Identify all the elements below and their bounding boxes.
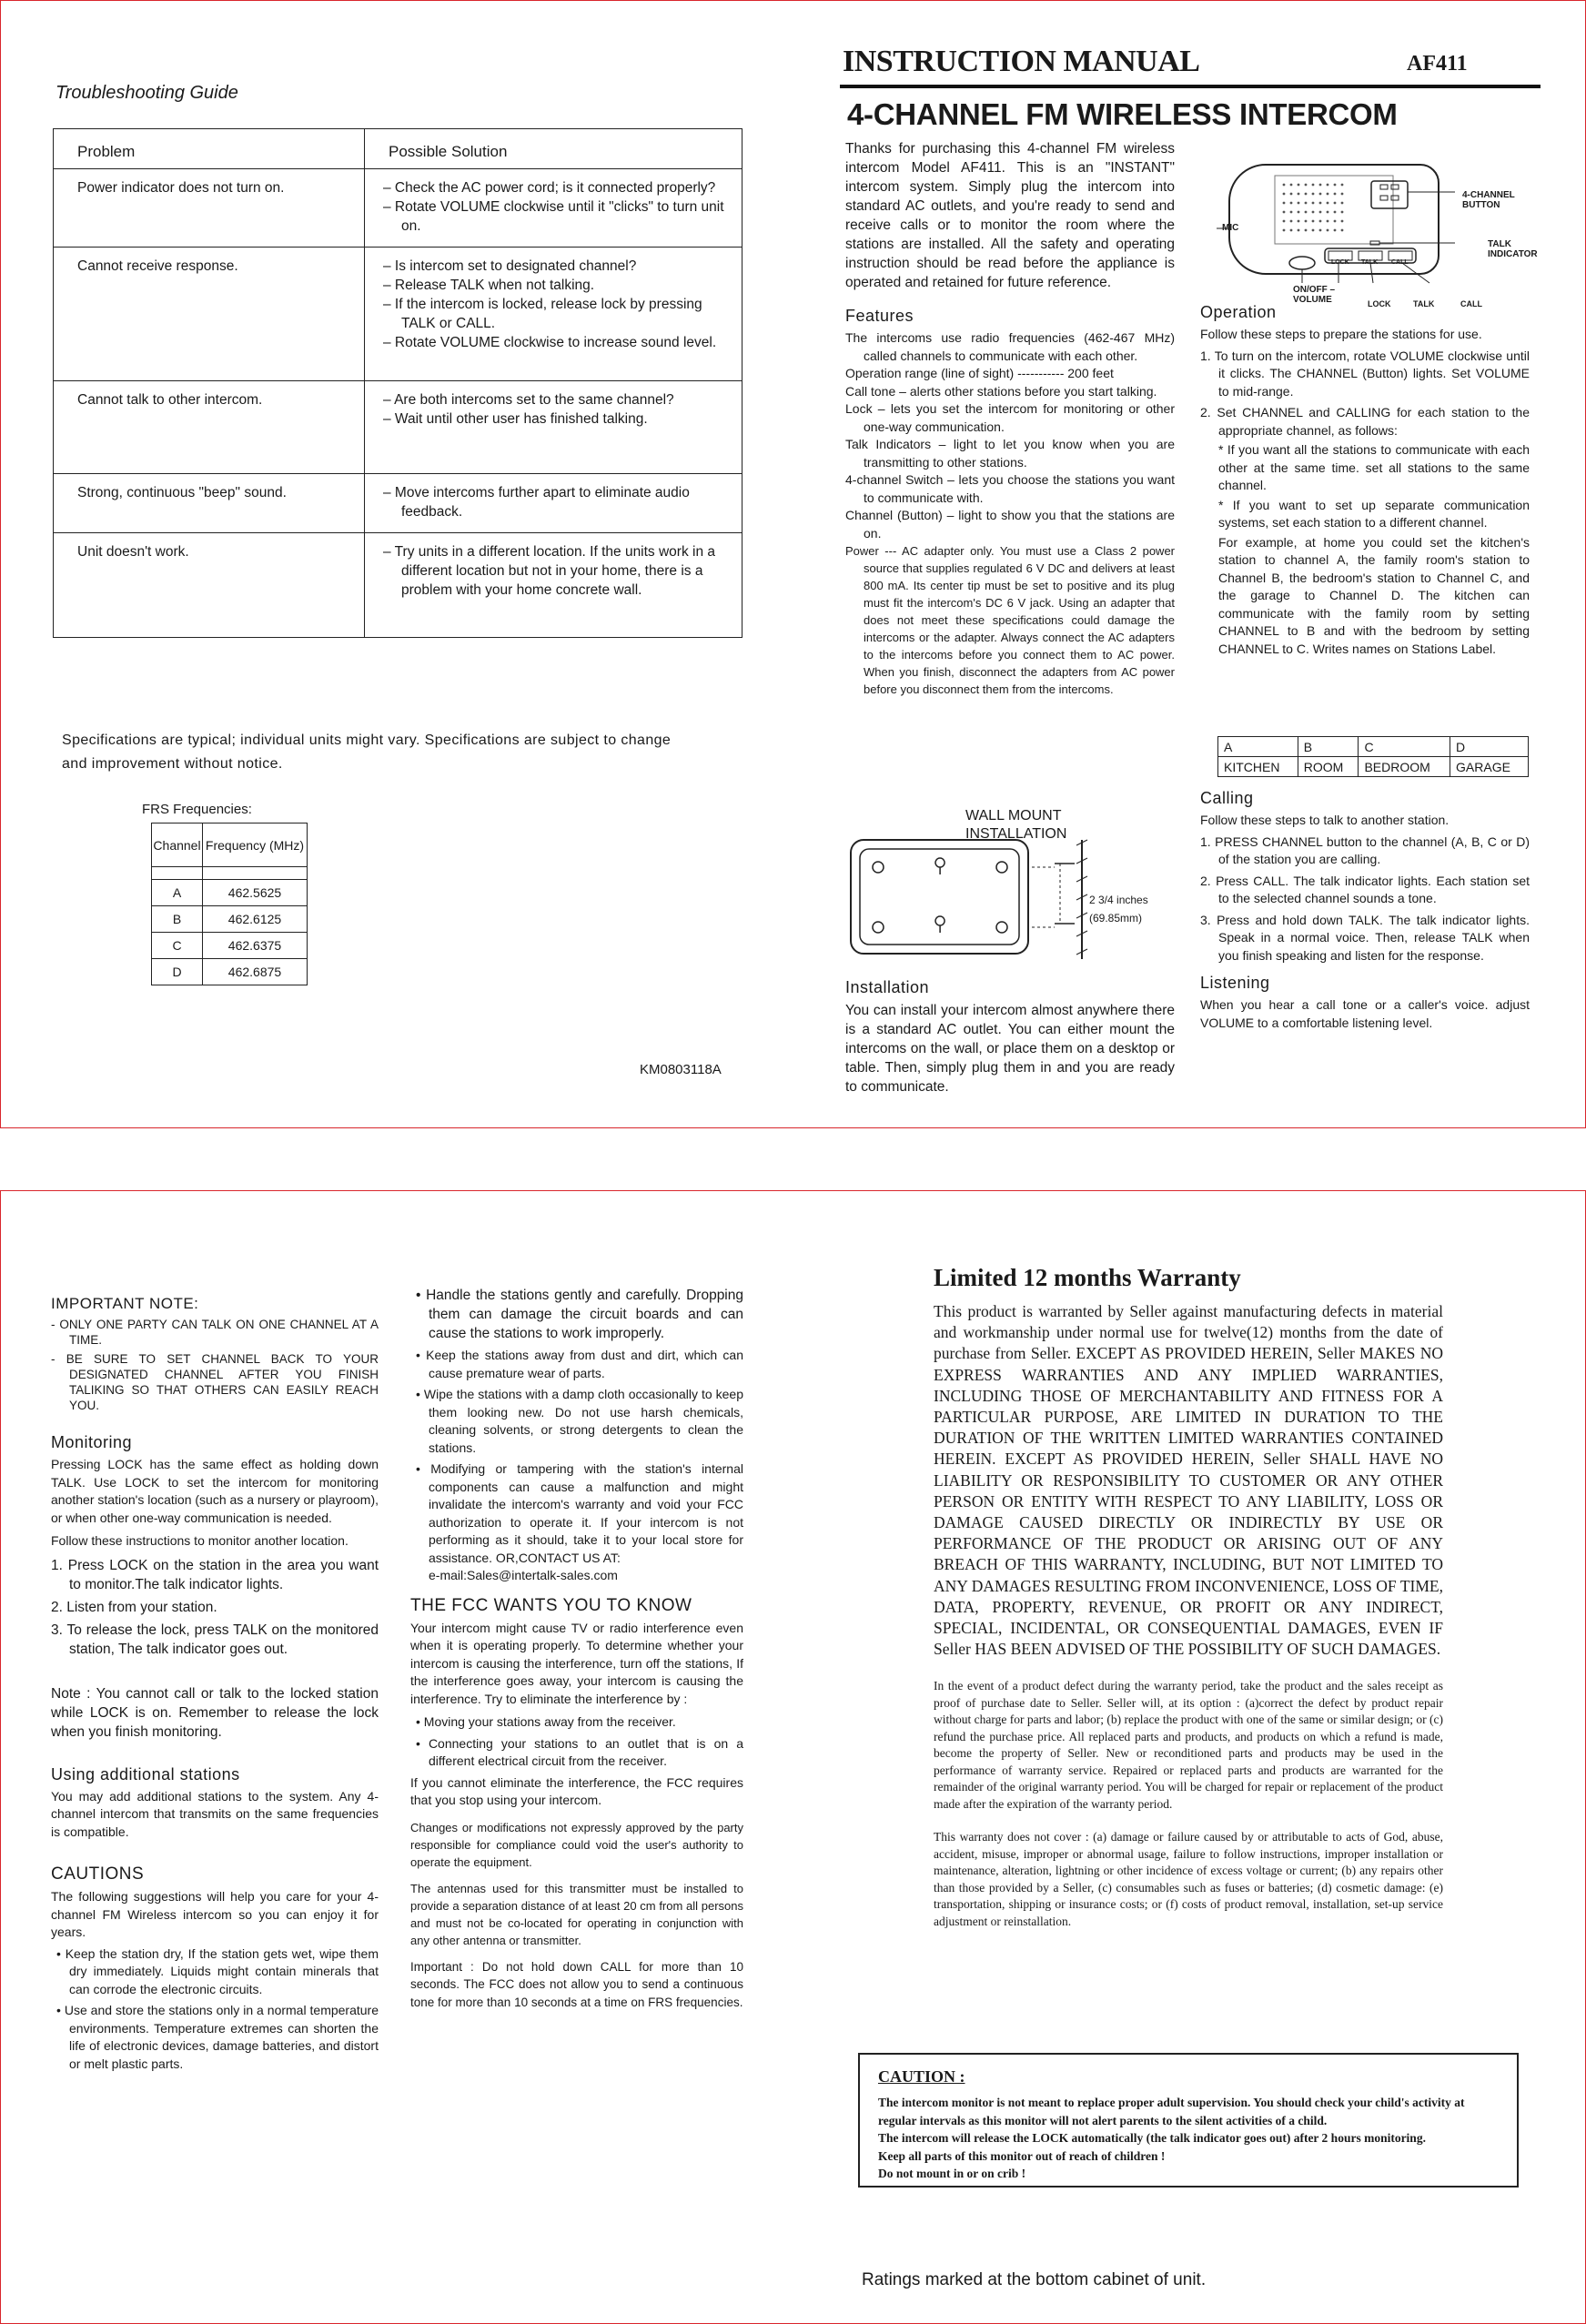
fcc-followup: If you cannot eliminate the interference, the FCC requires that you stop using your intercom. <box>410 1774 743 1807</box>
label-lock-button: LOCK <box>1331 259 1349 266</box>
calling-step: 1. PRESS CHANNEL button to the channel (A, B, C or D) of the station you are calling. <box>1200 834 1530 866</box>
model-code: KM0803118A <box>640 1062 722 1077</box>
care-item: • Handle the stations gently and carefully. Dropping them can damage the circuit boards and can cause the stations to work improperly. <box>416 1288 743 1341</box>
station-name: KITCHEN <box>1218 757 1298 777</box>
label-call-button: CALL <box>1391 259 1409 266</box>
listening-text: When you hear a call tone or a caller's voice. adjust VOLUME to a comfortable listening level. <box>1200 997 1530 1030</box>
caution-item: • Keep the station dry, If the station gets wet, wipe them dry immediately. Liquids might contain minerals that can corrode the electronic circuits. <box>56 1945 379 1996</box>
care-item: • Modifying or tampering with the station's internal components can cause a malfunction and might invalidate the intercom's warranty and void your FCC authorization to operate it. If your intercom is not performing as it should, take it to your local store for assistance. OR,CONTACT US AT: <box>416 1461 743 1565</box>
wall-mount-label: WALL MOUNT INSTALLATION <box>965 808 1067 842</box>
operation-step: 2. Set CHANNEL and CALLING for each station to the appropriate channel, as follows: <box>1200 405 1530 438</box>
troubleshooting-title: Troubleshooting Guide <box>56 83 238 103</box>
bottom-page <box>0 1190 1586 2324</box>
operation-heading: Operation <box>1200 303 1277 321</box>
caution-line: The intercom monitor is not meant to replace proper adult supervision. You should check your child's activity at regular intervals as this monitor will not alert parents to the silent activities of a child. <box>878 2096 1465 2127</box>
fcc-item: • Connecting your stations to an outlet that is on a different electrical circuit from the receiver. <box>416 1735 743 1768</box>
feature-item: 4-channel Switch – lets you choose the stations you want to communicate with. <box>845 472 1175 505</box>
important-item: - ONLY ONE PARTY CAN TALK ON ONE CHANNEL AT A TIME. <box>51 1318 379 1347</box>
top-page <box>0 0 1586 1128</box>
station-name: ROOM <box>1298 757 1359 777</box>
station-name: BEDROOM <box>1359 757 1450 777</box>
solution-cell <box>365 474 742 533</box>
additional-text: You may add additional stations to the system. Any 4-channel intercom that transmits on the same frequencies is compatible. <box>51 1788 379 1839</box>
solution-line: – If the intercom is locked, release lock by pressing TALK or CALL. <box>383 297 702 331</box>
solution-cell <box>365 169 742 248</box>
frs-frequency: 462.6375 <box>203 933 308 959</box>
frs-title: FRS Frequencies: <box>142 802 252 817</box>
fcc-item: • Moving your stations away from the receiver. <box>416 1714 676 1729</box>
caution-heading: CAUTION : <box>878 2067 965 2086</box>
monitoring-text: Pressing LOCK has the same effect as holding down TALK. Use LOCK to set the intercom for monitoring another station's location (such as a nursery or playroom), or when other one-way communication is needed. <box>51 1457 379 1525</box>
table-row <box>152 933 308 959</box>
monitoring-step: 2. Listen from your station. <box>51 1599 217 1615</box>
spec-note: Specifications are typical; individual units might vary. Specifications are subject to change and improvement without notice. <box>62 733 672 772</box>
station-channel: B <box>1298 737 1359 757</box>
manual-title: INSTRUCTION MANUAL <box>843 45 1200 78</box>
calling-intro: Follow these steps to talk to another station. <box>1200 813 1450 827</box>
calling-step: 2. Press CALL. The talk indicator lights. Each station set to the selected channel sounds a tone. <box>1200 873 1530 905</box>
solution-cell <box>365 533 742 638</box>
station-label-table <box>1217 736 1529 777</box>
contact-email[interactable]: e-mail:Sales@intertalk-sales.com <box>429 1568 618 1582</box>
frs-frequency: 462.5625 <box>203 880 308 906</box>
table-row <box>54 533 742 638</box>
important-heading: IMPORTANT NOTE: <box>51 1295 199 1312</box>
warranty-paragraph: This product is warranted by Seller against manufacturing defects in material and workmanship under normal use for twelve(12) months from the date of purchase from Seller. EXCEPT AS PROVIDED HEREIN, Seller MAKES NO EXPRESS WARRANTIES AND ANY IMPLIED WARRANTIES, INCLUDING THOSE OF MERCHANTABILITY AND FITNESS FOR A PARTICULAR PURPOSE, ARE LIMITED IN DURATION TO THE DURATION OF THE WRITTEN LIMITED WARRANTIES CONTAINED HEREIN. EXCEPT AS PROVIDED HEREIN, Seller SHALL HAVE NO LIABILITY OR RESPONSIBILITY TO CUSTOMER OR ANY OTHER PERSON OR ENTITY WITH RESPECT TO ANY LIABILITY, LOSS OR DAMAGE CAUSED DIRECTLY OR INDIRECTLY BY USE OR PERFORMANCE OF THE PRODUCT OR ARISING OUT OF ANY BREACH OF THIS WARRANTY, INCLUDING, BUT NOT LIMITED TO ANY DAMAGES RESULTING FROM INCONVENIENCE, LOSS OF TIME, DATA, PROPERTY, REVENUE, OR PROFIT OR ANY INDIRECT, SPECIAL, INCIDENTAL, OR CONSEQUENTIAL DAMAGES, EVEN IF Seller HAS BEEN ADVISED OF THE POSSIBILITY OF SUCH DAMAGES. <box>934 1302 1443 1659</box>
feature-item: Channel (Button) – light to show you that the stations are on. <box>845 508 1175 541</box>
caution-line: The intercom will release the LOCK automatically (the talk indicator goes out) after 2 hours monitoring. <box>878 2131 1426 2145</box>
frs-channel: A <box>152 880 203 906</box>
feature-item: The intercoms use radio frequencies (462-467 MHz) called channels to communicate with each other. <box>845 330 1175 363</box>
feature-item: Power --- AC adapter only. You must use a Class 2 power source that supplies regulated 6 V DC and delivers at least 800 mA. Its center tip must be set to positive and its plug must fit the intercom's DC 6 V jack. Using an adapter that does not meet these specifications could damage the intercoms or the adapter. Always connect the AC adapters to the intercoms before you connect them to AC power. When you finish, disconnect the adapters from AC power before you disconnect them from the intercoms. <box>845 544 1175 696</box>
problem-cell: Power indicator does not turn on. <box>54 169 365 248</box>
table-row <box>152 959 308 985</box>
operation-note: * If you want all the stations to communicate with each other at the same time. set all stations to the same channel. <box>1218 442 1530 492</box>
solution-line: – Rotate VOLUME clockwise to increase sound level. <box>383 335 717 350</box>
label-talk-button: TALK <box>1361 259 1379 266</box>
frs-frequency: 462.6875 <box>203 959 308 985</box>
ratings-note: Ratings marked at the bottom cabinet of unit. <box>862 2270 1207 2289</box>
wall-mount-diagram <box>847 836 1120 964</box>
table-header-solution: Possible Solution <box>365 129 742 169</box>
table-row <box>152 880 308 906</box>
monitoring-heading: Monitoring <box>51 1433 133 1451</box>
solution-cell <box>365 381 742 474</box>
calling-heading: Calling <box>1200 789 1254 807</box>
label-talk-indicator: TALK INDICATOR <box>1488 239 1538 259</box>
label-on-off-volume: ON/OFF – VOLUME <box>1293 285 1336 305</box>
fcc-text: Your intercom might cause TV or radio interference even when it is operating properly. To determine whether your intercom is causing the interference, turn off the stations, If the interference goes away, your intercom is causing the interference. Try to eliminate the interference by : <box>410 1620 743 1706</box>
solution-line: – Are both intercoms set to the same channel? <box>383 392 674 408</box>
table-row <box>152 906 308 933</box>
solution-line: – Rotate VOLUME clockwise until it "clicks" to turn unit on. <box>383 199 724 234</box>
feature-item: Lock – lets you set the intercom for monitoring or other one-way communication. <box>845 401 1175 434</box>
fcc-antenna: The antennas used for this transmitter must be installed to provide a separation distance of at least 20 cm from all persons and must not be co-located for operating in conjunction with any other antenna or transmitter. <box>410 1881 743 1947</box>
label-mic: MIC <box>1222 223 1239 233</box>
caution-line: Keep all parts of this monitor out of reach of children ! <box>878 2148 1166 2163</box>
cautions-heading: CAUTIONS <box>51 1864 145 1884</box>
table-row <box>54 169 742 248</box>
solution-line: – Release TALK when not talking. <box>383 278 595 293</box>
additional-heading: Using additional stations <box>51 1764 240 1783</box>
operation-intro: Follow these steps to prepare the stations for use. <box>1200 327 1482 341</box>
label-channel-button: 4-CHANNEL BUTTON <box>1462 190 1515 210</box>
listening-heading: Listening <box>1200 974 1270 992</box>
intercom-device-diagram <box>1211 156 1502 310</box>
important-item: - BE SURE TO SET CHANNEL BACK TO YOUR DESIGNATED CHANNEL AFTER YOU FINISH TALIKING SO THAT OTHERS CAN EASILY REACH YOU. <box>51 1352 379 1412</box>
solution-line: – Try units in a different location. If the units work in a different location but not in your home, there is a problem with your home concrete wall. <box>383 544 716 598</box>
caution-box <box>858 2053 1519 2188</box>
station-channel: A <box>1218 737 1298 757</box>
warranty-paragraph: In the event of a product defect during the warranty period, take the product and the sales receipt as proof of purchase date to Seller. Seller will, at its option : (a)correct the defect by product repair without charge for parts and labor; (b) replace the product with one of the same or similar design; or (c) refund the purchase price. All replaced parts and products, and products on which a refund is made, become the property of Seller. New or reconditioned parts and products may be used in the performance of warranty service. Repaired or replaced parts and products are warranted for the remainder of the original warranty period. You will be charged for repair or replacement of the product made after the expiration of the warranty period. <box>934 1679 1443 1811</box>
problem-cell: Cannot receive response. <box>54 248 365 381</box>
table-header-problem: Problem <box>54 129 365 169</box>
features-heading: Features <box>845 307 914 325</box>
care-item: • Keep the stations away from dust and dirt, which can cause premature wear of parts. <box>416 1348 743 1380</box>
main-title: 4-CHANNEL FM WIRELESS INTERCOM <box>847 97 1398 131</box>
solution-cell <box>365 248 742 381</box>
frs-channel: B <box>152 906 203 933</box>
operation-note: * If you want to set up separate communication systems, set each station to a different channel. <box>1218 497 1530 530</box>
label-call: CALL <box>1460 299 1482 308</box>
intro-text: Thanks for purchasing this 4-channel FM wireless intercom Model AF411. This is an "INSTANT" intercom system. Simply plug the intercom into standard AC outlets, and you're ready to send and receive calls or to monitor the room where the stations are installed. All the safety and operating instruction should be read before the appliance is operated and retained for future reference. <box>845 141 1175 290</box>
frs-header-channel: Channel <box>152 824 203 867</box>
table-row <box>1218 737 1529 757</box>
solution-line: – Wait until other user has finished talking. <box>383 411 648 427</box>
frs-channel: C <box>152 933 203 959</box>
feature-item: Talk Indicators – light to let you know when you are transmitting to other stations. <box>845 437 1175 470</box>
operation-step: 1. To turn on the intercom, rotate VOLUME clockwise until it clicks. The CHANNEL (Button) lights. Set VOLUME to mid-range. <box>1200 348 1530 399</box>
monitoring-intro: Follow these instructions to monitor another location. <box>51 1533 349 1548</box>
feature-item: Operation range (line of sight) ----------- 200 feet <box>845 366 1114 380</box>
label-talk: TALK <box>1413 299 1435 308</box>
warranty-paragraph: This warranty does not cover : (a) damage or failure caused by or attributable to acts of God, abuse, accident, misuse, improper or abnormal usage, failure to follow instructions, improper installation or maintenance, alteration, lightning or other incidence of excess voltage or current; (b) any repairs other than those provided by a Seller, (c) consumables such as fuses or batteries; (d) cosmetic damage: (e) transportation, shipping or insurance costs; or (f) costs of product removal, installation, set-up service adjustment or reinstallation. <box>934 1830 1443 1928</box>
table-row <box>1218 757 1529 777</box>
station-name: GARAGE <box>1450 757 1529 777</box>
station-channel: D <box>1450 737 1529 757</box>
operation-example: For example, at home you could set the kitchen's station to channel A, the family room's station to Channel B, the bedroom's station to Channel C, and the garage to Channel D. The kitchen can communicate with the family room by setting CHANNEL to B and with the bedroom by setting CHANNEL to C. Writes names on Stations Label. <box>1218 534 1530 656</box>
frs-channel: D <box>152 959 203 985</box>
troubleshooting-table <box>53 128 742 638</box>
cautions-intro: The following suggestions will help you care for your 4-channel FM Wireless intercom so you can enjoy it for years. <box>51 1889 379 1939</box>
caution-item: • Use and store the stations only in a normal temperature environments. Temperature extremes can shorten the life of electronic devices, damage batteries, and distort or melt plastic parts. <box>56 2003 379 2071</box>
installation-text: You can install your intercom almost anywhere there is a standard AC outlet. You can either mount the intercoms on the wall, or place them on a desktop or table. Then, simply plug them in and you are ready to communicate. <box>845 1003 1175 1095</box>
table-row <box>54 474 742 533</box>
fcc-heading: THE FCC WANTS YOU TO KNOW <box>410 1595 692 1615</box>
problem-cell: Unit doesn't work. <box>54 533 365 638</box>
frs-header-frequency: Frequency (MHz) <box>203 824 308 867</box>
feature-item: Call tone – alerts other stations before you start talking. <box>845 383 1157 399</box>
solution-line: – Move intercoms further apart to eliminate audio feedback. <box>383 485 690 520</box>
monitoring-step: 1. Press LOCK on the station in the area you want to monitor.The talk indicator lights. <box>51 1557 379 1592</box>
warranty-heading: Limited 12 months Warranty <box>934 1264 1241 1291</box>
fcc-changes: Changes or modifications not expressly approved by the party responsible for compliance could void the user's authority to operate the equipment. <box>410 1820 743 1869</box>
care-item: • Wipe the stations with a damp cloth occasionally to keep them looking new. Do not use harsh chemicals, cleaning solvents, or strong detergents to clean the stations. <box>416 1387 743 1455</box>
problem-cell: Strong, continuous "beep" sound. <box>54 474 365 533</box>
header-rule <box>840 85 1541 88</box>
solution-line: – Is intercom set to designated channel? <box>383 258 637 274</box>
caution-line: Do not mount in or on crib ! <box>878 2167 1026 2180</box>
model-number: AF411 <box>1407 52 1468 76</box>
solution-line: – Check the AC power cord; is it connected properly? <box>383 180 716 196</box>
station-channel: C <box>1359 737 1450 757</box>
calling-step: 3. Press and hold down TALK. The talk indicator lights. Speak in a normal voice. Then, release TALK when you finish speaking and listen for the response. <box>1200 912 1530 963</box>
table-row <box>54 248 742 381</box>
monitoring-note: Note : You cannot call or talk to the locked station while LOCK is on. Remember to release the lock when you finish monitoring. <box>51 1685 379 1740</box>
table-row <box>54 381 742 474</box>
label-lock: LOCK <box>1368 299 1391 308</box>
problem-cell: Cannot talk to other intercom. <box>54 381 365 474</box>
monitoring-step: 3. To release the lock, press TALK on the monitored station, The talk indicator goes out. <box>51 1622 379 1657</box>
fcc-important: Important : Do not hold down CALL for more than 10 seconds. The FCC does not allow you to send a continuous tone for more than 10 seconds at a time on FRS frequencies. <box>410 1959 743 2009</box>
frs-frequency: 462.6125 <box>203 906 308 933</box>
frs-table <box>151 823 308 985</box>
installation-heading: Installation <box>845 978 930 996</box>
dimension-label: 2 3/4 inches (69.85mm) <box>1089 894 1148 925</box>
